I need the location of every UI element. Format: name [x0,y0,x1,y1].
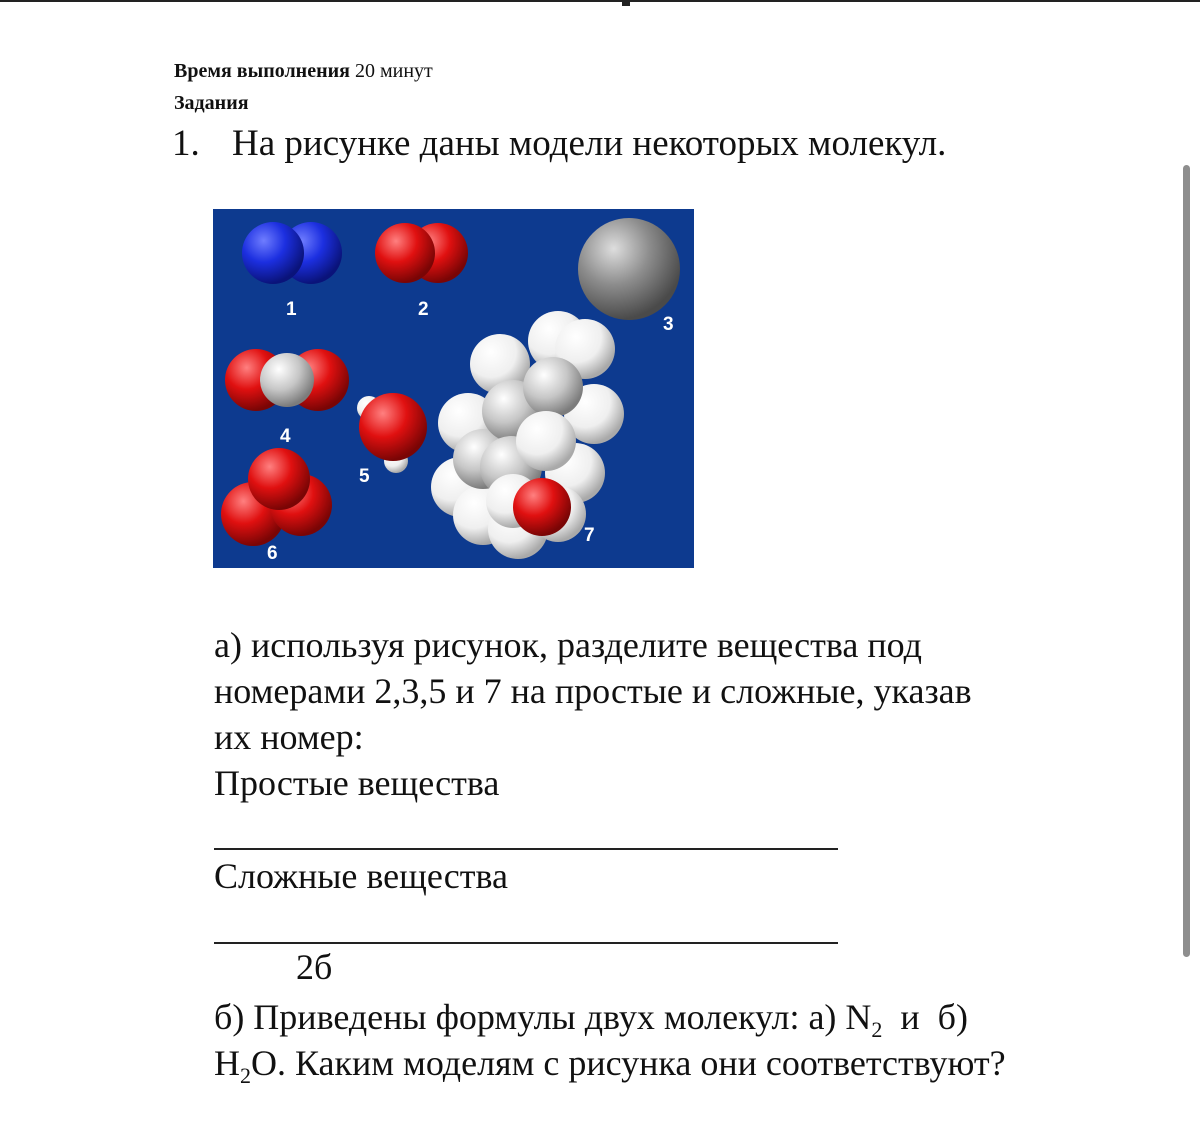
part-a-text [214,622,972,760]
part-a-line: их номер: [214,717,364,757]
molecule-3-atom [578,218,680,320]
molecule-1-n2 [242,222,342,284]
h2o-h: H [214,1043,240,1083]
n2-subscript: 2 [871,1017,883,1043]
molecule-models-figure [213,209,694,568]
part-b-question: O. Каким моделям с рисунка они соответствуют? [251,1043,1006,1083]
part-b-text [214,994,1006,1089]
tasks-label: Задания [174,92,249,114]
page-top-border [0,0,1200,2]
simple-substances-label: Простые вещества [214,763,500,803]
molecule-4-co2 [225,349,349,411]
vertical-scrollbar[interactable] [1183,165,1190,957]
page-top-mark [622,0,630,6]
task1-heading [172,122,946,165]
time-value: 20 минут [354,60,433,82]
label-6: 6 [267,543,278,564]
label-3: 3 [663,314,674,335]
simple-answer-line[interactable] [214,848,838,850]
label-4: 4 [280,426,291,447]
part-b-text-end: и б) [882,997,968,1037]
part-b-text-start: б) Приведены формулы двух молекул: а) N [214,997,872,1037]
task1-number: 1. [172,123,200,164]
label-1: 1 [286,299,297,320]
part-b-line-2 [214,1040,1006,1089]
task1-text: На рисунке даны модели некоторых молекул. [232,123,947,164]
complex-substances-label: Сложные вещества [214,856,508,896]
time-line [174,60,433,83]
time-label: Время выполнения [174,60,350,82]
part-b-line-1 [214,994,1006,1043]
h2o-subscript: 2 [240,1063,251,1089]
part-a-line: а) используя рисунок, разделите вещества под [214,625,922,665]
points-label: 2б [296,947,333,987]
part-a-line: номерами 2,3,5 и 7 на простые и сложные, указав [214,671,972,711]
label-5: 5 [359,466,370,487]
label-7: 7 [584,525,595,546]
label-2: 2 [418,299,429,320]
molecule-2-o2 [375,223,468,283]
complex-answer-line[interactable] [214,942,838,944]
